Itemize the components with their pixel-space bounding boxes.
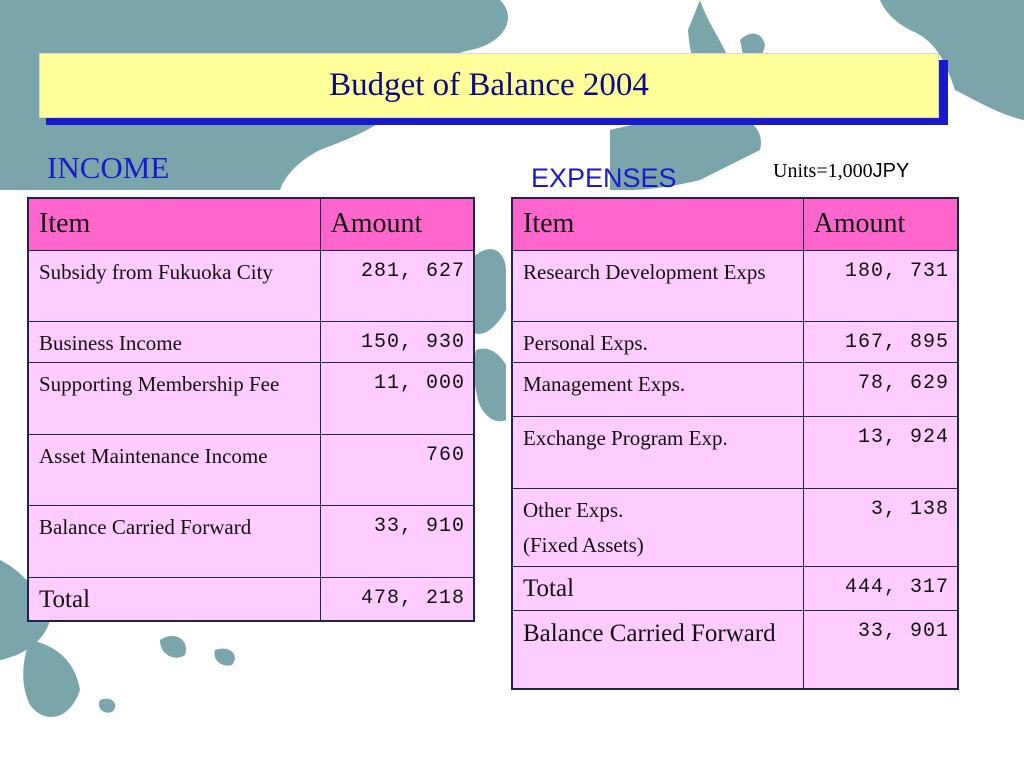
- amount-cell: 11, 000: [320, 362, 474, 434]
- amount-cell: 760: [320, 434, 474, 505]
- table-row: [512, 610, 958, 689]
- amount-cell: 78, 629: [803, 362, 958, 416]
- table-row: [512, 321, 958, 362]
- table-row: [28, 321, 474, 362]
- item-line-secondary: (Fixed Assets): [523, 532, 644, 557]
- table-row: [28, 434, 474, 505]
- expenses-table: [511, 197, 959, 690]
- units-label: [773, 160, 909, 183]
- income-heading: INCOME: [47, 150, 170, 185]
- amount-cell: 281, 627: [320, 250, 474, 321]
- amount-cell: 167, 895: [803, 321, 958, 362]
- table-row: [512, 416, 958, 488]
- income-table: [27, 197, 475, 622]
- total-label: Total: [28, 577, 320, 621]
- item-cell: Asset Maintenance Income: [28, 434, 320, 505]
- amount-cell: 33, 910: [320, 505, 474, 577]
- units-currency: JPY: [872, 160, 910, 182]
- table-row: [28, 362, 474, 434]
- table-header-row: [28, 198, 474, 250]
- item-cell: Supporting Membership Fee: [28, 362, 320, 434]
- table-row: [512, 362, 958, 416]
- table-row: [512, 250, 958, 321]
- column-header-amount: Amount: [320, 198, 474, 250]
- page-title: Budget of Balance 2004: [329, 67, 649, 103]
- total-label: Total: [512, 566, 803, 610]
- item-cell: Management Exps.: [512, 362, 803, 416]
- column-header-amount: Amount: [803, 198, 958, 250]
- table-row: [28, 250, 474, 321]
- item-line: Other Exps.: [523, 497, 624, 522]
- title-banner: [39, 53, 939, 118]
- item-cell: Balance Carried Forward: [512, 610, 803, 689]
- expenses-heading: EXPENSES: [531, 163, 677, 193]
- amount-cell: 180, 731: [803, 250, 958, 321]
- table-row: [28, 505, 474, 577]
- table-header-row: [512, 198, 958, 250]
- amount-cell: 150, 930: [320, 321, 474, 362]
- item-cell: Subsidy from Fukuoka City: [28, 250, 320, 321]
- units-value: Units=1,000: [773, 160, 873, 182]
- column-header-item: Item: [512, 198, 803, 250]
- total-amount: 478, 218: [320, 577, 474, 621]
- item-cell: Business Income: [28, 321, 320, 362]
- total-amount: 444, 317: [803, 566, 958, 610]
- item-cell: Personal Exps.: [512, 321, 803, 362]
- total-row: [512, 566, 958, 610]
- item-cell: Exchange Program Exp.: [512, 416, 803, 488]
- amount-cell: 3, 138: [803, 488, 958, 566]
- item-cell: Balance Carried Forward: [28, 505, 320, 577]
- amount-cell: 13, 924: [803, 416, 958, 488]
- table-row: [512, 488, 958, 566]
- item-cell: [512, 488, 803, 566]
- total-row: [28, 577, 474, 621]
- amount-cell: 33, 901: [803, 610, 958, 689]
- item-cell: Research Development Exps: [512, 250, 803, 321]
- column-header-item: Item: [28, 198, 320, 250]
